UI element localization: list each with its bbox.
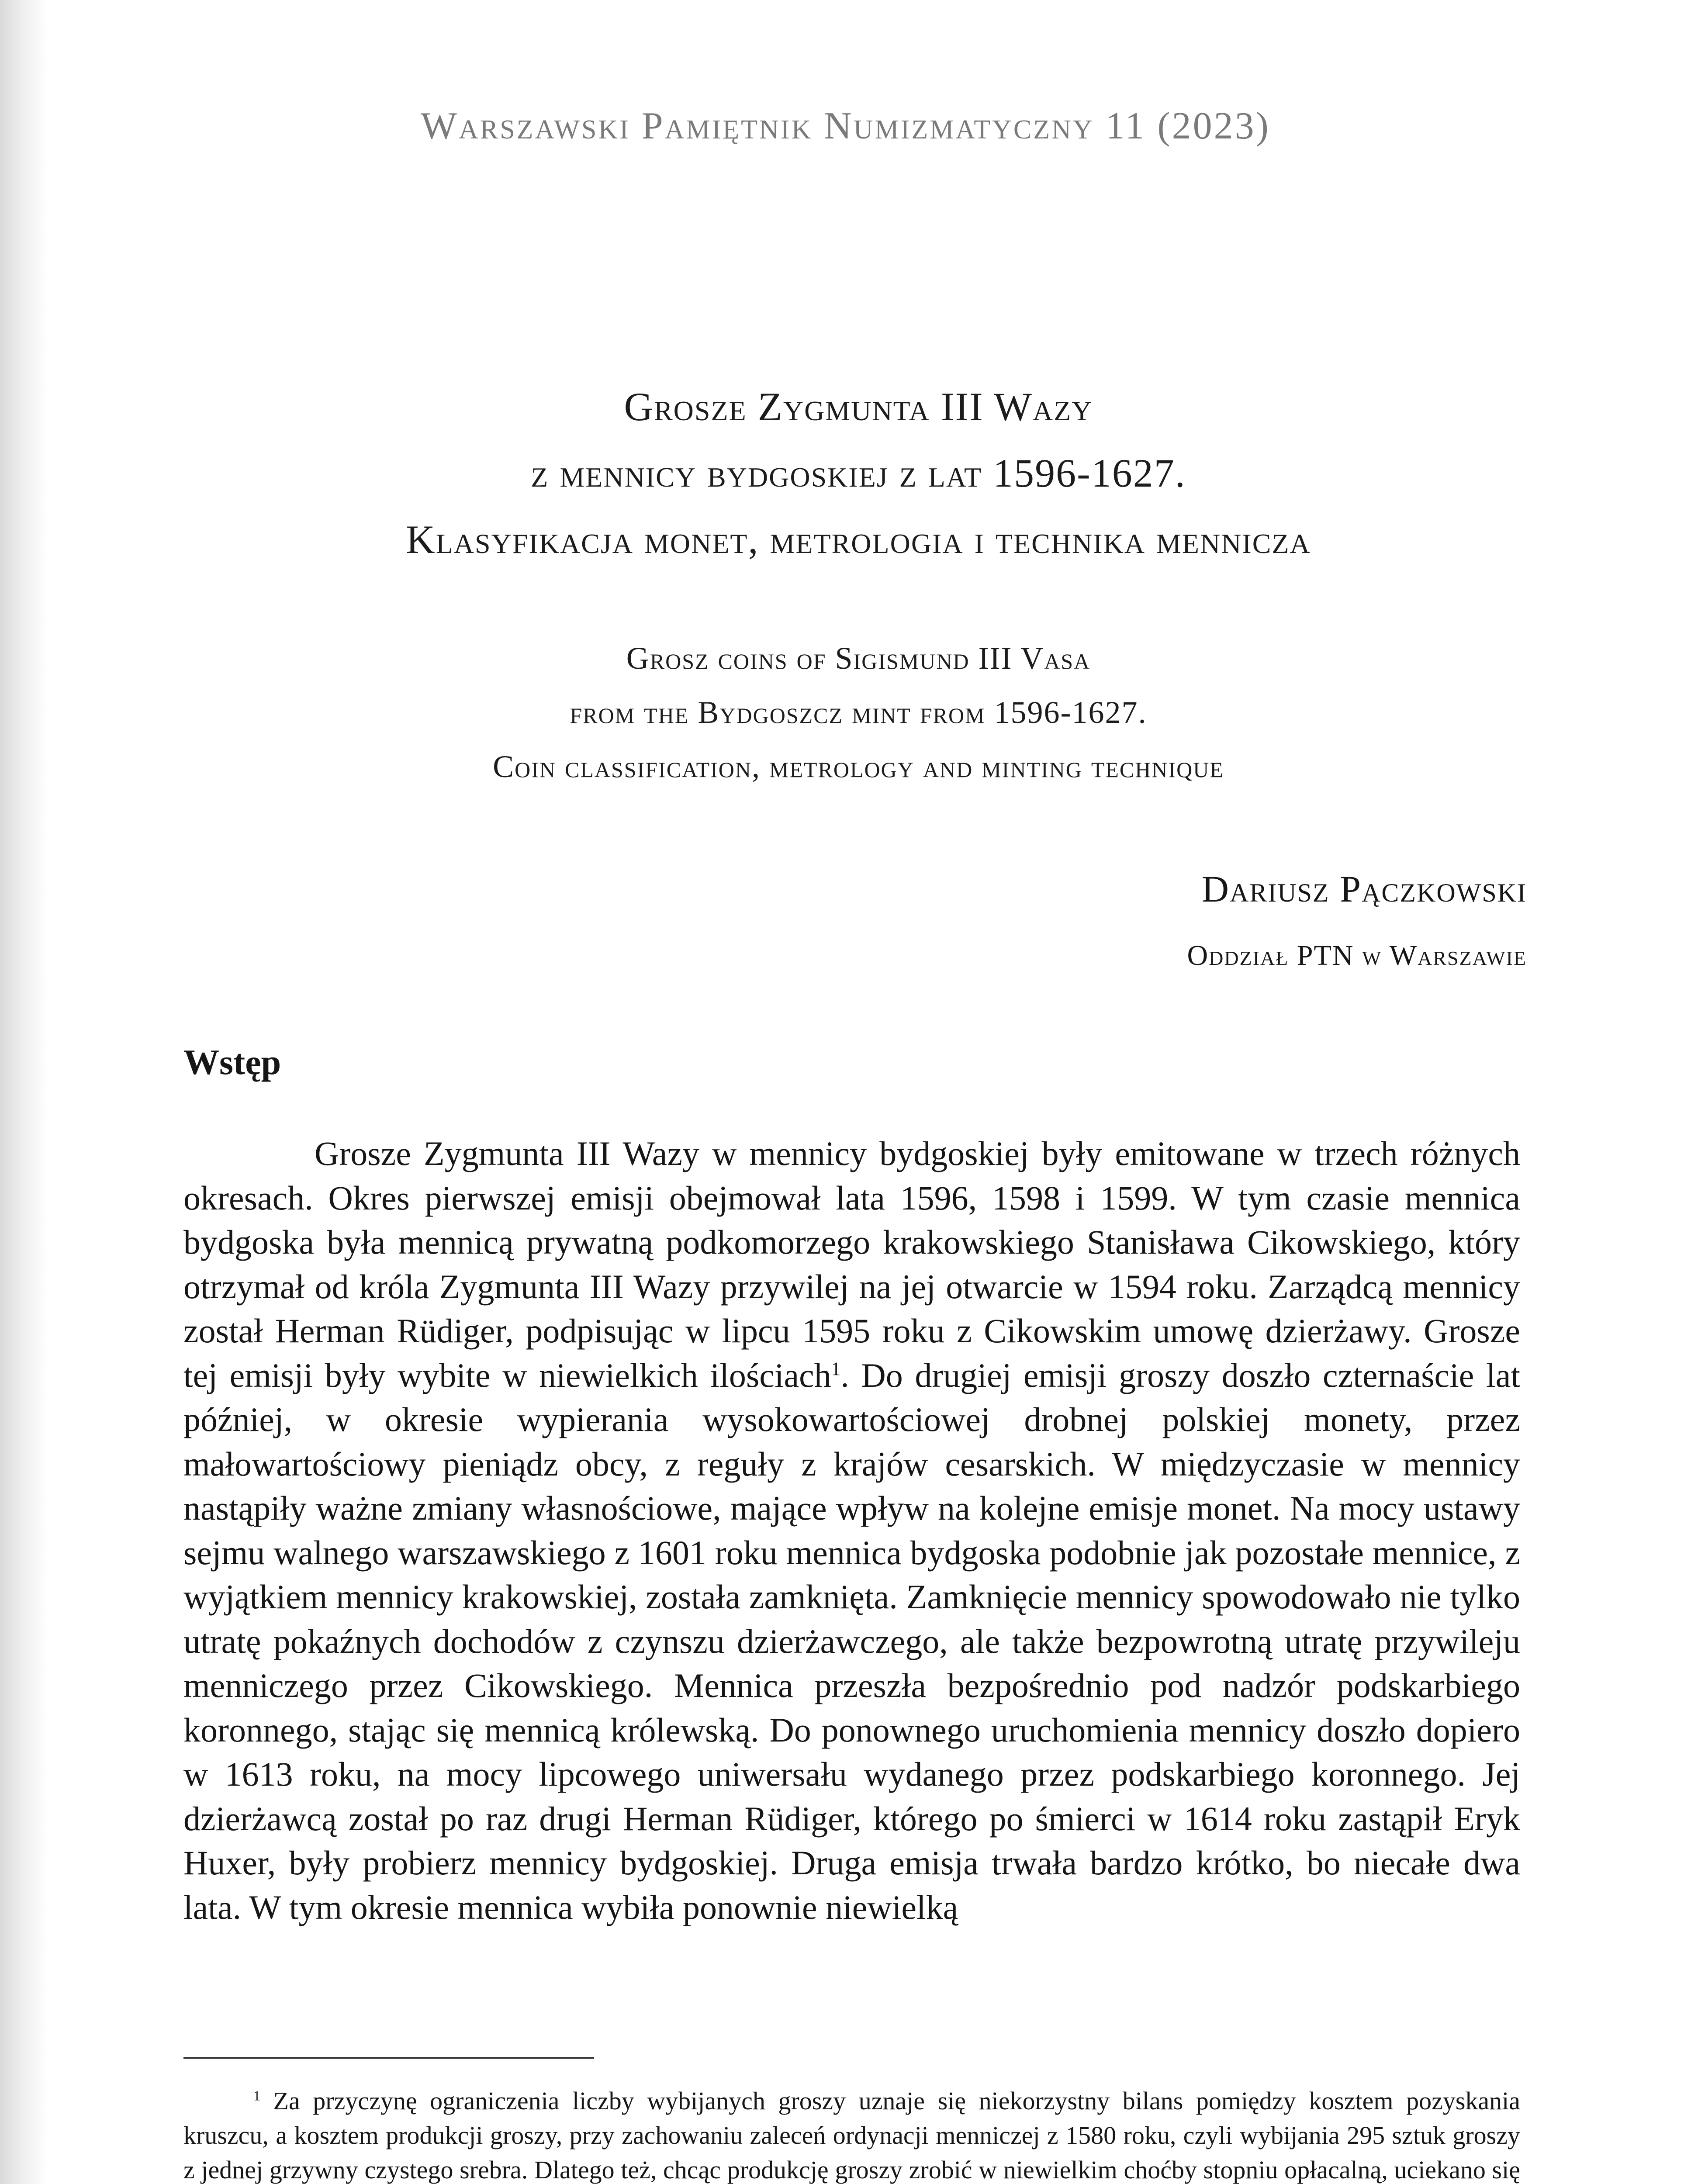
english-title-line-1: Grosz coins of Sigismund III Vasa <box>626 641 1091 676</box>
author-affiliation: Oddział PTN w Warszawie <box>1187 940 1527 971</box>
footnote-divider <box>183 2057 594 2059</box>
article-title <box>188 373 1529 573</box>
paragraph-text-part-2: . Do drugiej emisji groszy doszło czternaście lat później, w okresie wypierania wysokowartościowej drobnej polskiej monety, przez małowartościowy pieniądz obcy, z reguły z krajów cesarskich. W międzyczasie w mennicy nastąpiły ważne zmiany własnościowe, mające wpływ na kolejne emisje monet. Na mocy ustawy sejmu walnego warszawskiego z 1601 roku mennica bydgoska podobnie jak pozostałe mennice, z wyjątkiem mennicy krakowskiej, została zamknięta. Zamknięcie mennicy spowodowało nie tylko utratę pokaźnych dochodów z czynszu dzierżawczego, ale także bezpowrotną utratę przywileju menniczego przez Cikowskiego. Mennica przeszła bezpośrednio pod nadzór podskarbiego koronnego, stając się mennicą królewską. Do ponownego uruchomienia mennicy doszło dopiero w 1613 roku, na mocy lipcowego uniwersału wydanego przez podskarbiego koronnego. Jej dzierżawcą został po raz drugi Herman Rüdiger, którego po śmierci w 1614 roku zastąpił Eryk Huxer, były probierz mennicy bydgoskiej. Druga emisja trwała bardzo krótko, bo niecałe dwa lata. W tym okresie mennica wybiła ponownie niewielką <box>183 1356 1520 1926</box>
footnote-text-part-1: Za przyczynę ograniczenia liczby wybijanych groszy uznaje się niekorzystny bilans pomiędzy kosztem pozyskania kruszcu, a kosztem produkcji groszy, przy zachowaniu zaleceń ordynacji menniczej z 1580 roku, czyli wybijania 295 sztuk groszy z jednej grzywny czystego srebra. Dlatego też, chcąc produkcję groszy zrobić w niewielkim choćby stopniu opłacalną, uciekano się <box>183 2087 1521 2184</box>
author-name: Dariusz Pączkowski <box>1201 868 1527 910</box>
footnote <box>183 2084 1520 2184</box>
body-text <box>183 1131 1520 1929</box>
footnote-reference: 1 <box>831 1358 841 1379</box>
section-heading: Wstęp <box>183 1042 281 1082</box>
running-head: Warszawski Pamiętnik Numizmatyczny 11 (2023) <box>421 105 1270 147</box>
english-title-line-3: Coin classification, metrology and minting technique <box>493 749 1224 784</box>
english-title-line-2: from the Bydgoszcz mint from 1596-1627. <box>570 695 1147 730</box>
body-paragraph <box>183 1131 1520 1929</box>
title-line-2: z mennicy bydgoskiej z lat 1596-1627. <box>531 451 1186 495</box>
title-line-3: Klasyfikacja monet, metrologia i technika mennicza <box>406 517 1311 562</box>
footnote-number: 1 <box>253 2088 260 2104</box>
english-title <box>188 631 1529 794</box>
page-gutter-shadow <box>0 0 48 2184</box>
footnote-paragraph <box>183 2084 1520 2184</box>
paragraph-text-part-1: Grosze Zygmunta III Wazy w mennicy bydgoskiej były emitowane w trzech różnych okresach. Okres pierwszej emisji obejmował lata 1596, 1598 i 1599. W tym czasie mennica bydgoska była mennicą prywatną podkomorzego krakowskiego Stanisława Cikowskiego, który otrzymał od króla Zygmunta III Wazy przywilej na jej otwarcie w 1594 roku. Zarządcą mennicy został Herman Rüdiger, podpisując w lipcu 1595 roku z Cikowskim umowę dzierżawy. Grosze tej emisji były wybite w niewielkich ilościach <box>183 1134 1520 1394</box>
title-line-1: Grosze Zygmunta III Wazy <box>624 384 1093 429</box>
